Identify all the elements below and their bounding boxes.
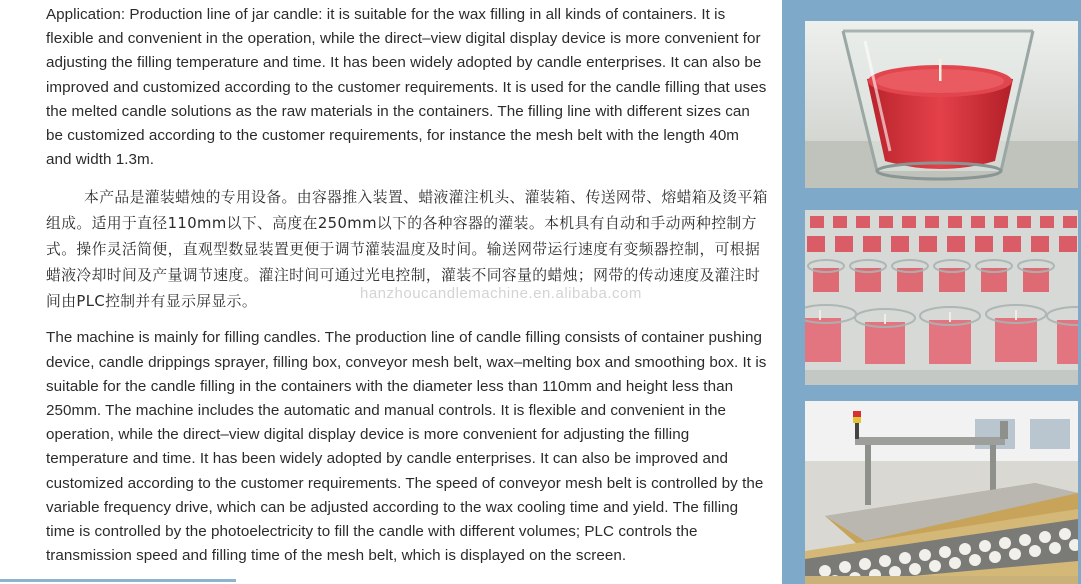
photo-filling-production-line [805, 401, 1078, 584]
description-paragraph-zh: 本产品是灌装蜡烛的专用设备。由容器推入装置、蜡液灌注机头、灌装箱、传送网带、熔蜡箱及烫平箱组成。适用于直径110mm以下、高度在250mm以下的各种容器的灌装。本机具有自动和手动两种控制方式。操作灵活简便，直观型数显装置更便于调节灌装温度及时间。输送网带运行速度有变频器控制，可根据蜡液冷却时间及产量调节速度。灌注时间可通过光电控制，灌装不同容量的蜡烛；网带的传动速度及灌注时间由PLC控制并有显示屏显示。 [46, 189, 768, 311]
machine-paragraph-en: The machine is mainly for filling candles. The production line of candle filling consists of container pushing device, candle drippings sprayer, filling box, conveyor mesh belt, wax–melting box and smoothing box. It is suitable for the candle filling in the containers with the diameter less than 110mm and height less than 250mm. The machine includes the automatic and manual controls. It is flexible and convenient in the operation, while the direct–view digital display device is more convenient for adjusting the filling temperature and time. It has been widely adopted by candle enterprises. It can also be improved and customized according to the customer requirements. The speed of conveyor mesh belt is controlled by the variable frequency drive, which can be adjusted according to the wax cooling time and yield. The filling time is controlled by the photoelectricity to fill the candle with different volumes; PLC controls the transmission speed and filling time of the mesh belt, which is displayed on the screen. [46, 329, 767, 565]
production-line-image [805, 401, 1078, 584]
application-paragraph-en: Application: Production line of jar candle: it is suitable for the wax filling in all kinds of containers. It is flexible and convenient in the operation, while the direct–view digital display device is more convenient for adjusting the filling temperature and time. It has been widely adopted by candle enterprises. It can also be improved and customized according to the customer requirements. It is used for the candle filling that uses the melted candle solutions as the raw materials in the containers. The filling line with different sizes can be customized according to the customer requirements, for instance the mesh belt with the length 40m and width 1.3m. [46, 6, 767, 169]
bottom-divider [0, 579, 236, 582]
watermark: hanzhoucandlemachine.en.alibaba.com [360, 285, 642, 302]
pink-candles-image [805, 210, 1078, 385]
photo-red-jar-candle [805, 21, 1078, 188]
photo-pink-candles-rows [805, 210, 1078, 385]
red-jar-candle-image [805, 21, 1078, 188]
